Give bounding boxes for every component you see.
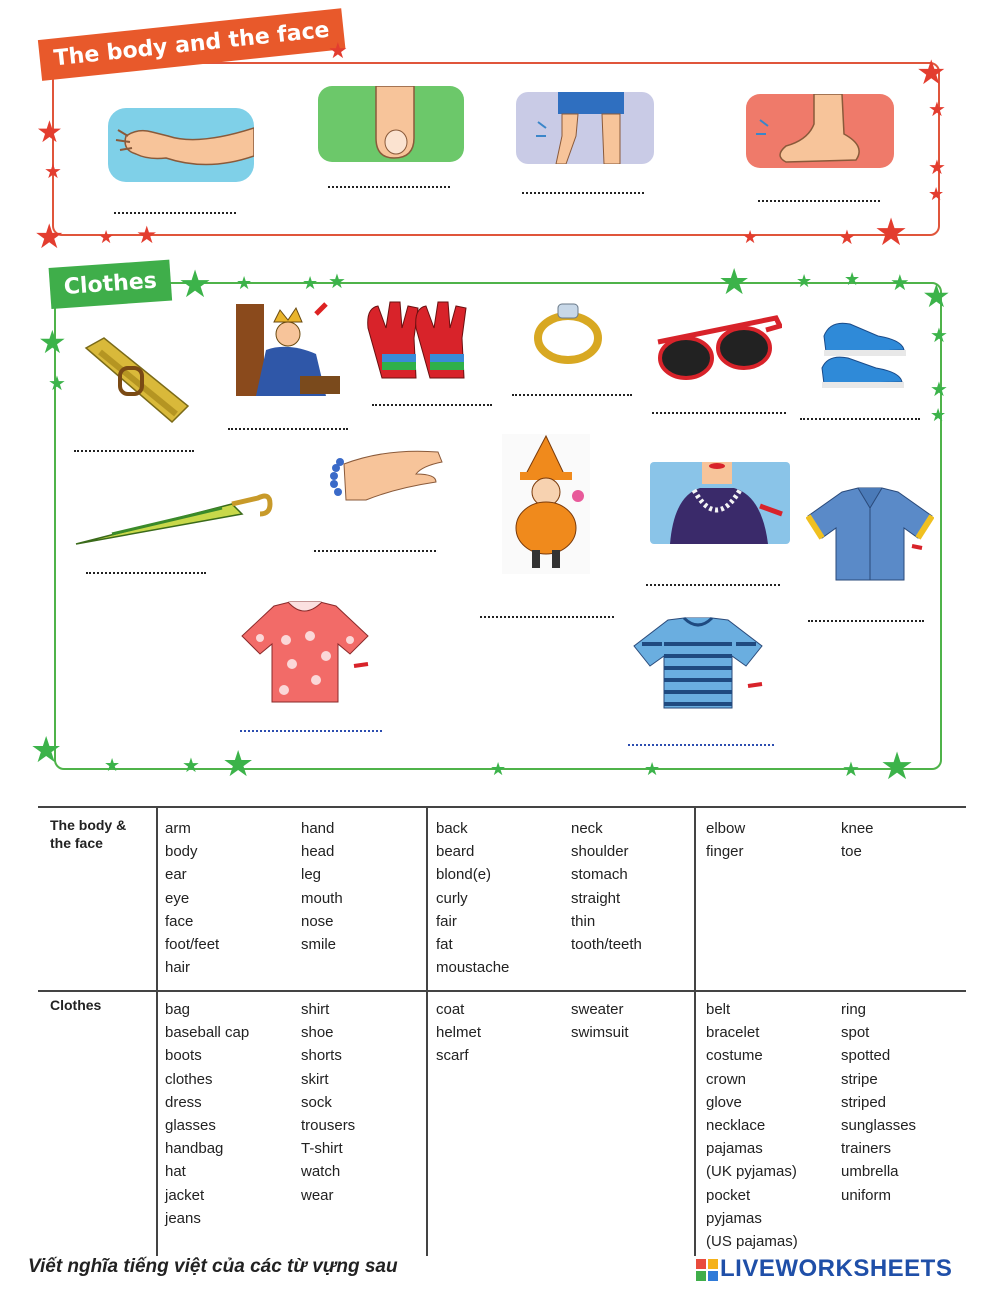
table-divider: [426, 806, 428, 1256]
star-icon: ★: [742, 227, 759, 247]
vocab-word: mouth: [301, 889, 343, 907]
word-column: [436, 998, 481, 1068]
vocab-word: helmet: [436, 1024, 482, 1042]
star-icon: ★: [928, 184, 945, 204]
vocab-word: leg: [301, 866, 322, 884]
toe-picture: [746, 94, 894, 168]
answer-line[interactable]: [86, 572, 206, 574]
shirt-picture: [806, 486, 934, 582]
vocab-word: back: [436, 820, 468, 837]
table-divider: [694, 806, 696, 1256]
vocab-word: glove: [706, 1093, 742, 1111]
instruction-text: Viết nghĩa tiếng việt của các từ vựng sau: [28, 1256, 398, 1277]
umbrella-picture: [72, 490, 278, 550]
vocab-word: straight: [571, 889, 621, 907]
star-icon: ★: [302, 273, 319, 293]
vocab-word: uniform: [841, 1186, 892, 1204]
answer-line[interactable]: [512, 394, 632, 396]
answer-line[interactable]: [74, 450, 194, 452]
vocab-word: shorts: [301, 1047, 342, 1065]
star-icon: ★: [930, 405, 947, 425]
vocab-word: curly: [436, 889, 468, 907]
word-column: [165, 998, 249, 1230]
vocab-word: wear: [301, 1186, 334, 1204]
vocab-word: fair: [436, 912, 457, 930]
vocab-word: coat: [436, 1001, 465, 1018]
answer-line[interactable]: [328, 186, 450, 188]
answer-line[interactable]: [646, 584, 780, 586]
crown-picture: [230, 298, 342, 398]
vocab-word: striped: [841, 1093, 887, 1111]
word-column: [301, 998, 355, 1207]
answer-line[interactable]: [808, 620, 924, 622]
knee-picture: [516, 92, 654, 164]
vocab-word: shoulder: [571, 843, 629, 861]
star-icon: ★: [796, 271, 813, 291]
vocab-word: moustache: [436, 959, 510, 977]
star-icon: ★: [890, 270, 910, 295]
vocab-word: spot: [841, 1024, 870, 1042]
star-icon: ★: [844, 269, 861, 289]
table-divider: [156, 806, 158, 1256]
vocab-word: trainers: [841, 1140, 892, 1158]
vocab-word: fat: [436, 936, 453, 954]
vocab-word: sock: [301, 1093, 332, 1111]
brand-text: LIVEWORKSHEETS: [720, 1255, 953, 1282]
table-divider: [38, 806, 966, 808]
star-icon: ★: [104, 755, 121, 775]
answer-line[interactable]: [522, 192, 644, 194]
vocab-word: swimsuit: [571, 1024, 629, 1042]
star-icon: ★: [182, 755, 200, 777]
vocab-word: scarf: [436, 1047, 469, 1065]
star-icon: ★: [490, 759, 507, 779]
vocab-word: head: [301, 843, 335, 861]
vocab-word: baseball cap: [165, 1024, 250, 1042]
vocab-word: ring: [841, 1001, 867, 1018]
vocab-word: beard: [436, 843, 475, 861]
vocab-word: hat: [165, 1163, 186, 1181]
vocab-word: pajamas: [706, 1140, 763, 1158]
belt-picture: [80, 334, 192, 426]
arm-picture: [108, 106, 254, 184]
answer-line[interactable]: [652, 412, 786, 414]
star-icon: ★: [34, 218, 65, 256]
star-icon: ★: [916, 54, 947, 92]
vocab-word: spotted: [841, 1047, 891, 1065]
finger-picture: [318, 86, 464, 162]
word-column: [301, 817, 343, 956]
star-icon: ★: [48, 373, 66, 395]
vocab-word: arm: [165, 820, 191, 837]
vocab-word: pyjamas: [706, 1209, 762, 1227]
vocab-word: face: [165, 912, 194, 930]
star-icon: ★: [928, 99, 946, 121]
trainers-picture: [820, 316, 912, 390]
clothes-section-title: Clothes: [49, 260, 173, 309]
star-icon: ★: [930, 379, 948, 401]
vocab-word: tooth/teeth: [571, 936, 642, 954]
vocab-word: glasses: [165, 1117, 216, 1135]
glove-picture: [364, 298, 468, 380]
liveworksheets-logo[interactable]: [696, 1255, 952, 1283]
word-column: [571, 998, 629, 1044]
word-column: [841, 998, 916, 1207]
vocab-word: sweater: [571, 1001, 624, 1018]
sunglasses-picture: [656, 312, 782, 382]
answer-line[interactable]: [480, 616, 614, 618]
category-clothes: Clothes: [50, 997, 102, 1013]
liveworksheets-logo-icon: [696, 1259, 718, 1281]
vocab-word: sunglasses: [841, 1117, 917, 1135]
body-section-title: The body and the face: [38, 8, 346, 81]
answer-line[interactable]: [372, 404, 492, 406]
vocab-word: jacket: [165, 1186, 205, 1204]
star-icon: ★: [644, 759, 661, 779]
star-icon: ★: [38, 324, 67, 360]
vocab-word: dress: [165, 1093, 202, 1111]
vocab-word: bracelet: [706, 1024, 760, 1042]
word-column: [436, 817, 509, 979]
star-icon: ★: [838, 227, 856, 249]
star-icon: ★: [922, 278, 951, 314]
vocab-word: stripe: [841, 1070, 878, 1088]
vocab-word: shirt: [301, 1001, 330, 1018]
word-column: [706, 817, 745, 863]
vocab-word: ear: [165, 866, 187, 884]
vocab-word: costume: [706, 1047, 763, 1065]
star-icon: ★: [328, 271, 346, 293]
star-icon: ★: [136, 222, 158, 249]
vocab-word: watch: [301, 1163, 341, 1181]
vocab-word: bag: [165, 1001, 191, 1018]
vocab-word: pocket: [706, 1186, 751, 1204]
vocab-word: jeans: [165, 1209, 201, 1227]
vocab-word: boots: [165, 1047, 202, 1065]
star-icon: ★: [178, 264, 213, 306]
vocab-word: foot/feet: [165, 936, 220, 954]
word-column: [571, 817, 642, 956]
vocab-word: (UK pyjamas): [706, 1163, 797, 1181]
vocab-word: handbag: [165, 1140, 224, 1158]
answer-line[interactable]: [758, 200, 880, 202]
vocab-word: blond(e): [436, 866, 492, 884]
word-column: [165, 817, 219, 979]
answer-line[interactable]: [240, 730, 382, 732]
dress-picture: [240, 600, 370, 704]
star-icon: ★: [880, 746, 915, 788]
vocab-word: body: [165, 843, 198, 861]
answer-line[interactable]: [800, 418, 920, 420]
star-icon: ★: [36, 116, 63, 149]
vocab-word: umbrella: [841, 1163, 899, 1181]
vocab-word: hair: [165, 959, 191, 977]
star-icon: ★: [928, 157, 946, 179]
star-icon: ★: [842, 759, 860, 781]
category-body-face: The body & the face: [50, 817, 127, 851]
vocab-word: hand: [301, 820, 335, 837]
star-icon: ★: [328, 38, 348, 63]
vocab-word: knee: [841, 820, 874, 837]
bracelet-picture: [326, 444, 444, 504]
answer-line[interactable]: [314, 550, 436, 552]
star-icon: ★: [98, 227, 115, 247]
vocab-word: neck: [571, 820, 603, 837]
star-icon: ★: [44, 161, 62, 183]
vocab-word: elbow: [706, 820, 746, 837]
vocab-word: necklace: [706, 1117, 766, 1135]
answer-line[interactable]: [628, 744, 774, 746]
vocab-word: clothes: [165, 1070, 213, 1088]
vocab-word: skirt: [301, 1070, 329, 1088]
necklace-picture: [650, 462, 790, 544]
vocab-word: finger: [706, 843, 744, 861]
vocab-word: T-shirt: [301, 1140, 343, 1158]
star-icon: ★: [874, 212, 909, 254]
star-icon: ★: [718, 261, 751, 302]
vocab-word: crown: [706, 1070, 747, 1088]
vocab-word: belt: [706, 1001, 731, 1018]
ring-picture: [530, 298, 606, 364]
star-icon: ★: [930, 325, 948, 347]
vocab-word: stomach: [571, 866, 628, 884]
vocab-word: nose: [301, 912, 334, 930]
star-icon: ★: [222, 743, 255, 784]
vocab-word: (US pajamas): [706, 1233, 798, 1251]
vocab-word: eye: [165, 889, 190, 907]
answer-line[interactable]: [114, 212, 236, 214]
table-divider: [38, 990, 966, 992]
t-shirt-picture: [632, 616, 764, 710]
word-column: [841, 817, 874, 863]
vocab-word: smile: [301, 936, 337, 954]
star-icon: ★: [30, 729, 63, 770]
word-column: [706, 998, 798, 1253]
star-icon: ★: [236, 273, 253, 293]
vocab-word: trousers: [301, 1117, 356, 1135]
vocab-word: thin: [571, 912, 596, 930]
vocab-word: shoe: [301, 1024, 334, 1042]
answer-line[interactable]: [228, 428, 348, 430]
costume-picture: [502, 434, 590, 574]
vocab-word: toe: [841, 843, 862, 861]
